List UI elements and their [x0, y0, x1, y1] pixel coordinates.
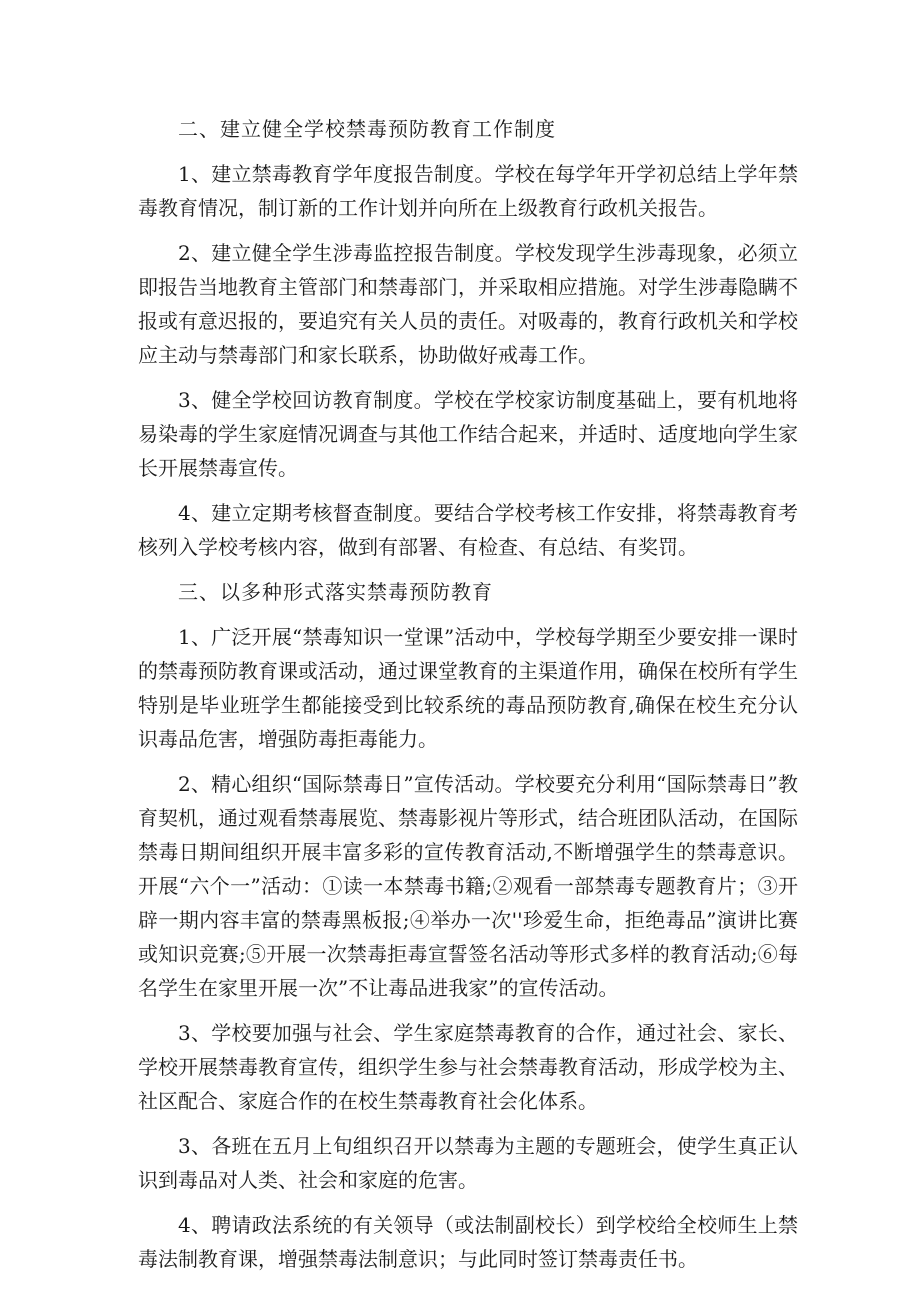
- paragraph-2-3: 3、健全学校回访教育制度。学校在学校家访制度基础上，要有机地将易染毒的学生家庭情况调查与其他工作结合起来，并适时、适度地向学生家长开展禁毒宣传。: [138, 388, 798, 480]
- paragraph-2-1: 1、建立禁毒教育学年度报告制度。学校在每学年开学初总结上学年禁毒教育情况，制订新的工作计划并向所在上级教育行政机关报告。: [138, 162, 798, 220]
- section-heading-3: 三、以多种形式落实禁毒预防教育: [178, 580, 493, 604]
- paragraph-3-4: 3、各班在五月上旬组织召开以禁毒为主题的专题班会，使学生真正认识到毒品对人类、社会和家庭的危害。: [138, 1134, 798, 1192]
- section-heading-2: 二、建立健全学校禁毒预防教育工作制度: [178, 117, 556, 141]
- paragraph-3-1: 1、广泛开展“禁毒知识一堂课”活动中，学校每学期至少要安排一课时的禁毒预防教育课或活动，通过课堂教育的主渠道作用，确保在校所有学生特别是毕业班学生都能接受到比较系统的毒品预防教育,确保在校生充分认识毒品危害，增强防毒拒毒能力。: [138, 625, 798, 751]
- paragraph-2-2: 2、建立健全学生涉毒监控报告制度。学校发现学生涉毒现象，必须立即报告当地教育主管部门和禁毒部门，并采取相应措施。对学生涉毒隐瞒不报或有意迟报的，要追究有关人员的责任。对吸毒的，教育行政机关和学校应主动与禁毒部门和家长联系，协助做好戒毒工作。: [138, 241, 798, 367]
- document-body: [138, 112, 798, 1287]
- paragraph-3-2: 2、精心组织“国际禁毒日”宣传活动。学校要充分利用“国际禁毒日”教育契机，通过观看禁毒展览、禁毒影视片等形式，结合班团队活动，在国际禁毒日期间组织开展丰富多彩的宣传教育活动,不断增强学生的禁毒意识。开展“六个一”活动：①读一本禁毒书籍;②观看一部禁毒专题教育片；③开辟一期内容丰富的禁毒黑板报;④举办一次''珍爱生命，拒绝毒品”演讲比赛或知识竞赛;⑤开展一次禁毒拒毒宣誓签名活动等形式多样的教育活动;⑥每名学生在家里开展一次”不让毒品进我家”的宣传活动。: [138, 772, 798, 1000]
- paragraph-3-5: 4、聘请政法系统的有关领导（或法制副校长）到学校给全校师生上禁毒法制教育课，增强禁毒法制意识；与此同时签订禁毒责任书。: [138, 1213, 798, 1271]
- paragraph-2-4: 4、建立定期考核督查制度。要结合学校考核工作安排，将禁毒教育考核列入学校考核内容，做到有部署、有检查、有总结、有奖罚。: [138, 501, 798, 559]
- paragraph-3-3: 3、学校要加强与社会、学生家庭禁毒教育的合作，通过社会、家长、学校开展禁毒教育宣传，组织学生参与社会禁毒教育活动，形成学校为主、社区配合、家庭合作的在校生禁毒教育社会化体系。: [138, 1021, 798, 1113]
